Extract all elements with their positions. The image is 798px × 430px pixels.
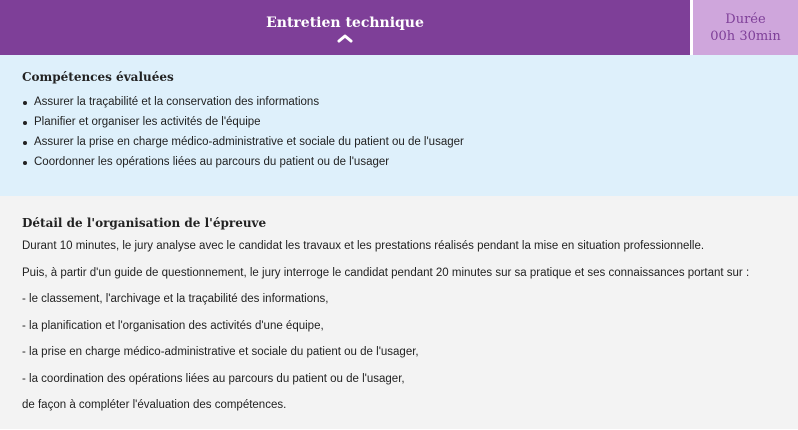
skill-item: Assurer la prise en charge médico-administrative et sociale du patient ou de l'usager [34,132,776,152]
duration-value: 00h 30min [710,28,781,44]
detail-paragraph: - la planification et l'organisation des activités d'une équipe, [22,319,324,332]
skill-item: Planifier et organiser les activités de l'équipe [34,112,776,132]
skill-item: Coordonner les opérations liées au parcours du patient ou de l'usager [34,152,776,172]
duration-box [693,0,798,55]
collapse-toggle[interactable] [0,0,690,55]
skills-list [22,92,776,172]
exam-title: Entretien technique [266,14,424,31]
detail-paragraph: - le classement, l'archivage et la traçabilité des informations, [22,293,329,305]
chevron-up-icon [336,33,354,43]
detail-paragraph: - la coordination des opérations liées au parcours du patient ou de l'usager, [22,372,405,385]
detail-paragraph: - la prise en charge médico-administrative et sociale du patient ou de l'usager, [22,346,419,358]
skills-section [0,55,798,196]
skill-item: Assurer la traçabilité et la conservation des informations [34,92,776,112]
exam-header [0,0,798,55]
skills-title: Compétences évaluées [22,70,174,84]
detail-paragraph: Puis, à partir d'un guide de questionnement, le jury interroge le candidat pendant 20 minutes sur sa pratique et ses connaissances portant sur : [22,266,750,279]
detail-paragraph: de façon à compléter l'évaluation des compétences. [22,399,287,411]
detail-paragraph: Durant 10 minutes, le jury analyse avec le candidat les travaux et les prestations réalisés pendant la mise en situation professionnelle. [22,240,705,252]
detail-title: Détail de l'organisation de l'épreuve [22,216,267,230]
duration-label: Durée [725,11,766,27]
detail-section [0,196,798,429]
